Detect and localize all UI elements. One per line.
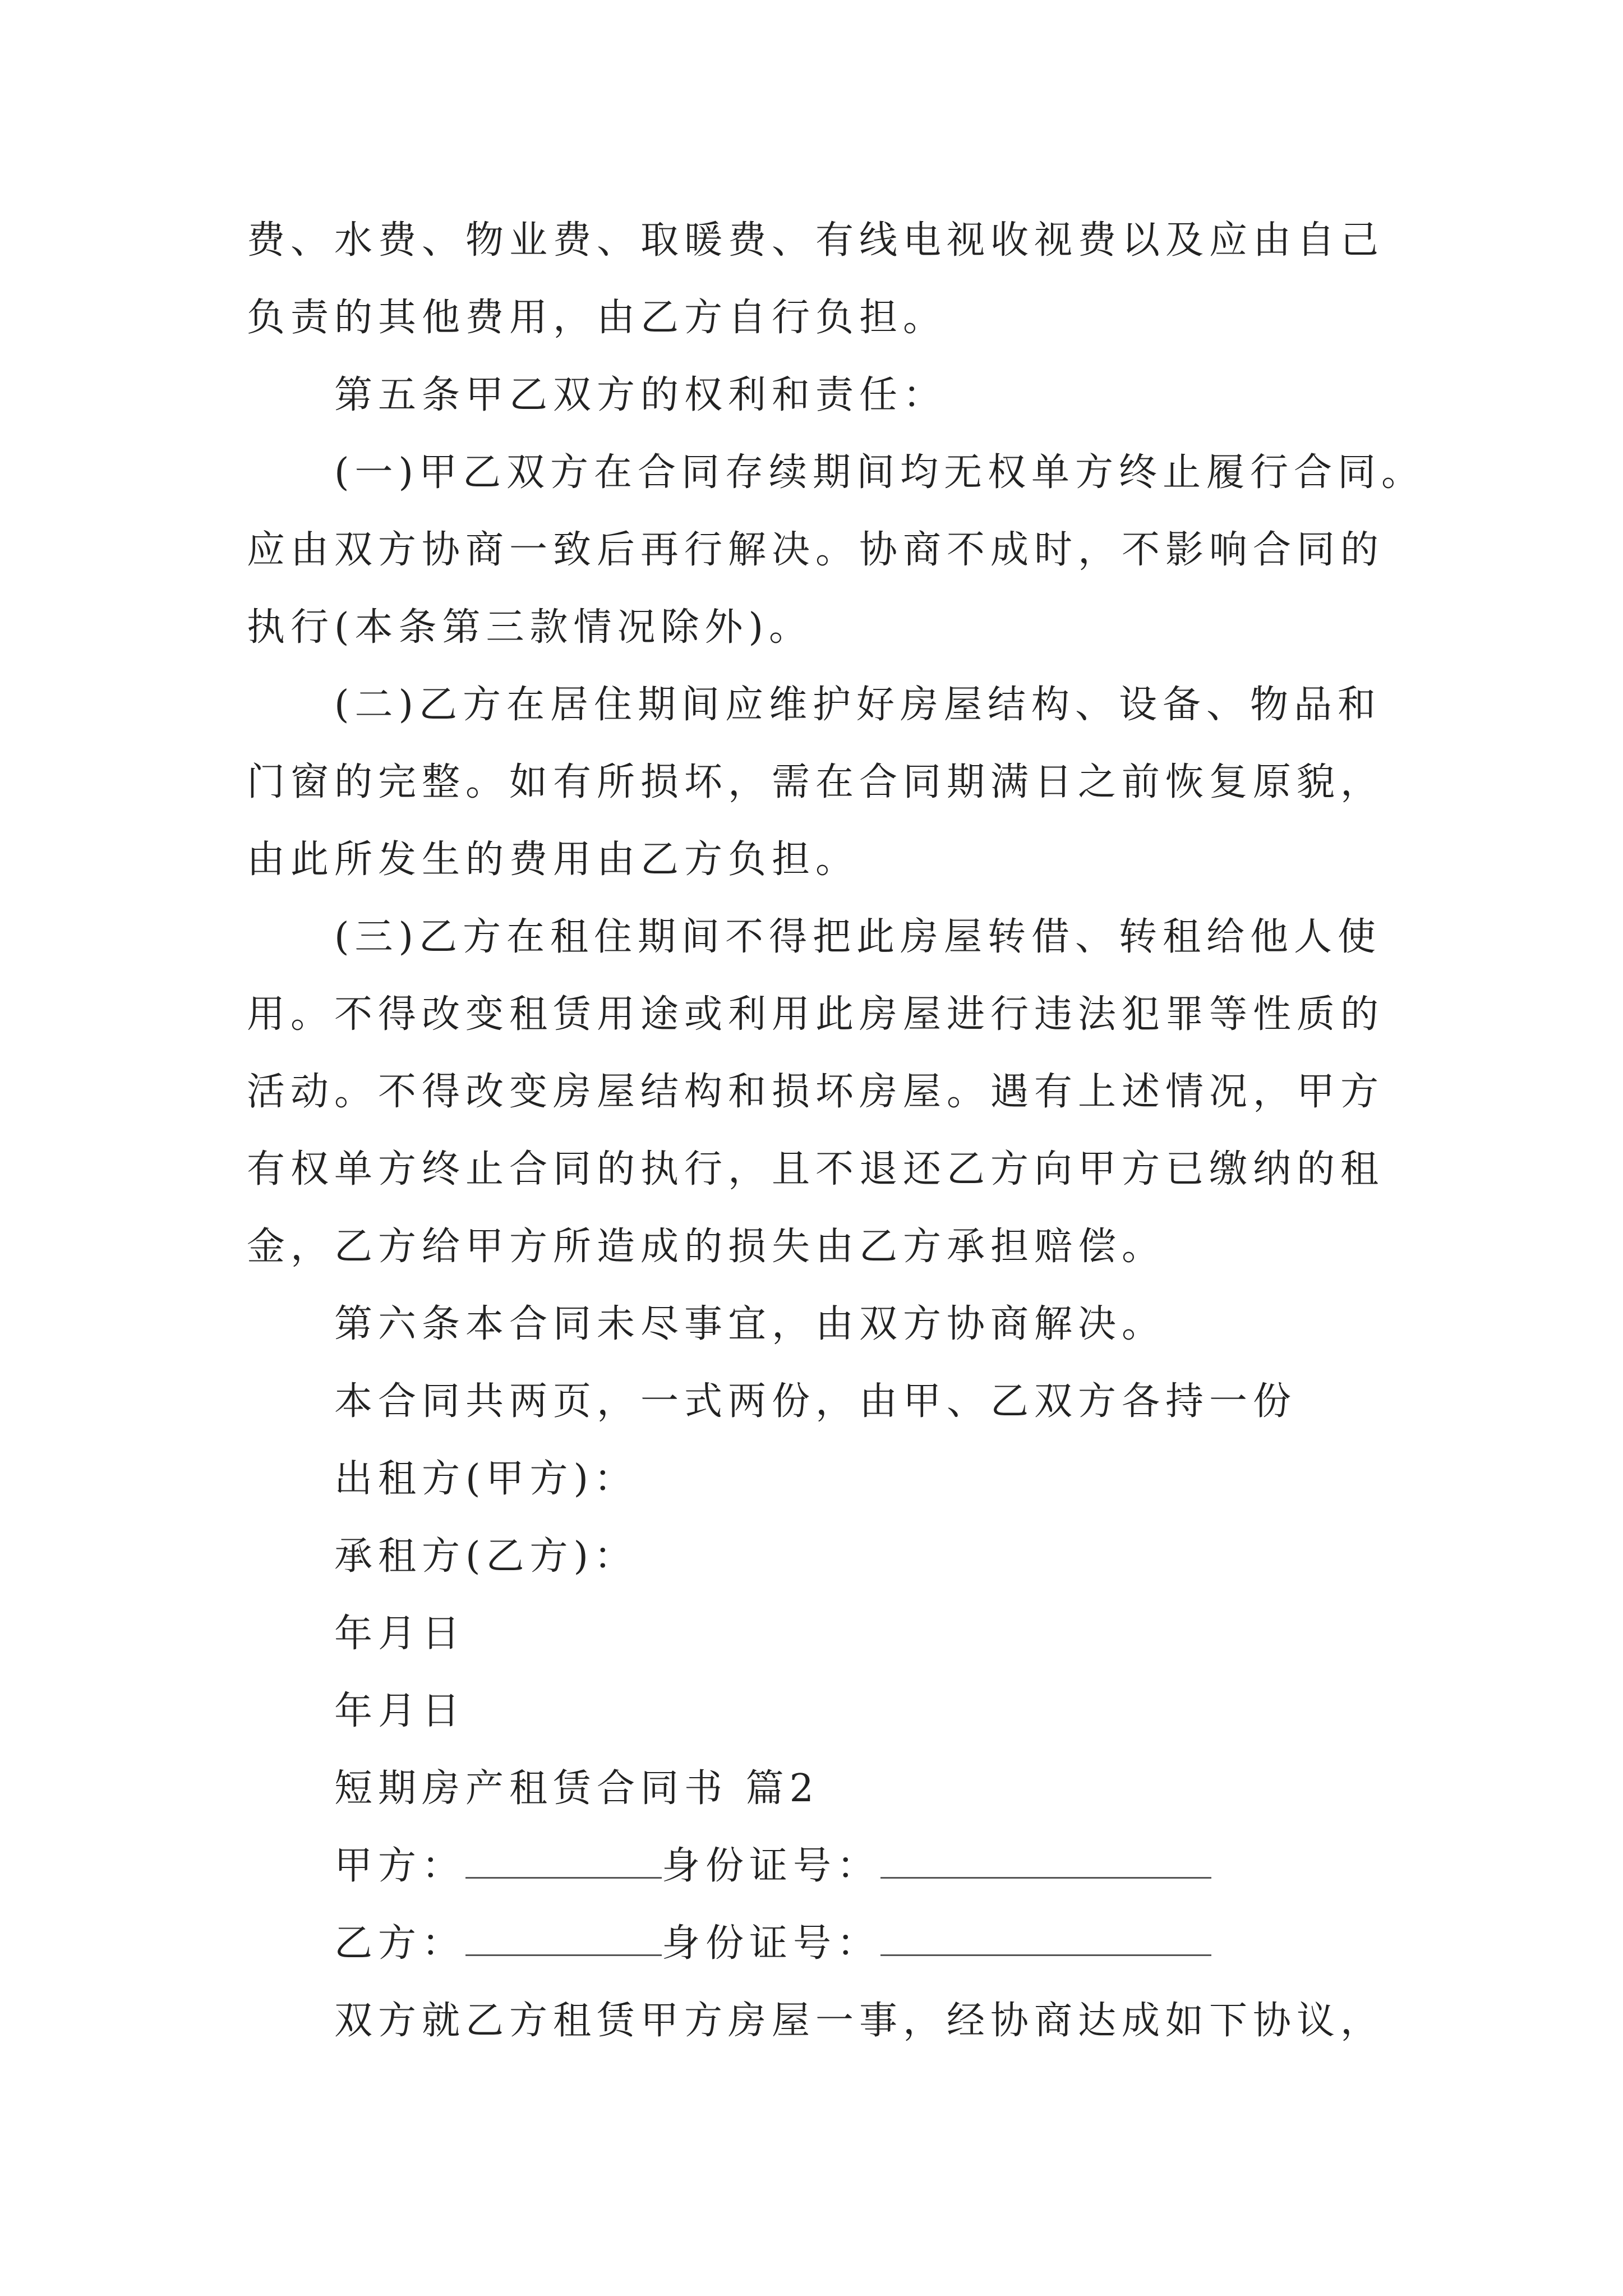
document-body (247, 202, 1426, 2060)
party-a-label: 甲方： (334, 1844, 466, 1888)
copies-note: 本合同共两页，一式两份，由甲、乙双方各持一份 (334, 1379, 1297, 1424)
party-b-id-blank (880, 1921, 1211, 1956)
paragraph-line: 活动。不得改变房屋结构和损坏房屋。遇有上述情况，甲方 (247, 1070, 1385, 1114)
article-5-clause-1: (一)甲乙双方在合同存续期间均无权单方终止履行合同。 (334, 450, 1426, 495)
paragraph-line: 应由双方协商一致后再行解决。协商不成时，不影响合同的 (247, 528, 1385, 572)
lessee-signature-label: 承租方(乙方)： (334, 1534, 638, 1579)
paragraph-line: 金，乙方给甲方所造成的损失由乙方承担赔偿。 (247, 1225, 1166, 1269)
date-line-2: 年月日 (334, 1689, 466, 1733)
party-b-line (247, 1905, 1396, 1982)
paragraph-line: 执行(本条第三款情况除外)。 (247, 605, 813, 650)
paragraph-line: 用。不得改变租赁用途或利用此房屋进行违法犯罪等性质的 (247, 992, 1385, 1037)
article-5-clause-3: (三)乙方在租住期间不得把此房屋转借、转租给他人使 (334, 915, 1382, 959)
article-5-clause-2: (二)乙方在居住期间应维护好房屋结构、设备、物品和 (334, 683, 1382, 727)
paragraph-line: 负责的其他费用，由乙方自行负担。 (247, 296, 947, 340)
section-title-2: 短期房产租赁合同书 篇2 (334, 1766, 819, 1811)
party-a-id-label: 身份证号： (662, 1844, 881, 1888)
lessor-signature-label: 出租方(甲方)： (334, 1457, 638, 1501)
article-5-heading: 第五条甲乙双方的权利和责任： (334, 373, 947, 417)
paragraph-line: 有权单方终止合同的执行，且不退还乙方向甲方已缴纳的租 (247, 1147, 1385, 1191)
party-b-name-blank (465, 1921, 662, 1956)
party-b-id-label: 身份证号： (662, 1921, 881, 1966)
paragraph-line: 费、水费、物业费、取暖费、有线电视收视费以及应由自己 (247, 218, 1385, 263)
party-b-label: 乙方： (334, 1921, 466, 1966)
party-a-name-blank (465, 1843, 662, 1879)
party-a-line (247, 1828, 1396, 1905)
party-a-id-blank (880, 1843, 1211, 1879)
paragraph-line: 门窗的完整。如有所损坏，需在合同期满日之前恢复原貌， (247, 760, 1385, 804)
agreement-intro: 双方就乙方租赁甲方房屋一事，经协商达成如下协议， (334, 1999, 1385, 2043)
article-6: 第六条本合同未尽事宜，由双方协商解决。 (334, 1302, 1166, 1346)
paragraph-line: 由此所发生的费用由乙方负担。 (247, 838, 860, 882)
date-line-1: 年月日 (334, 1612, 466, 1656)
